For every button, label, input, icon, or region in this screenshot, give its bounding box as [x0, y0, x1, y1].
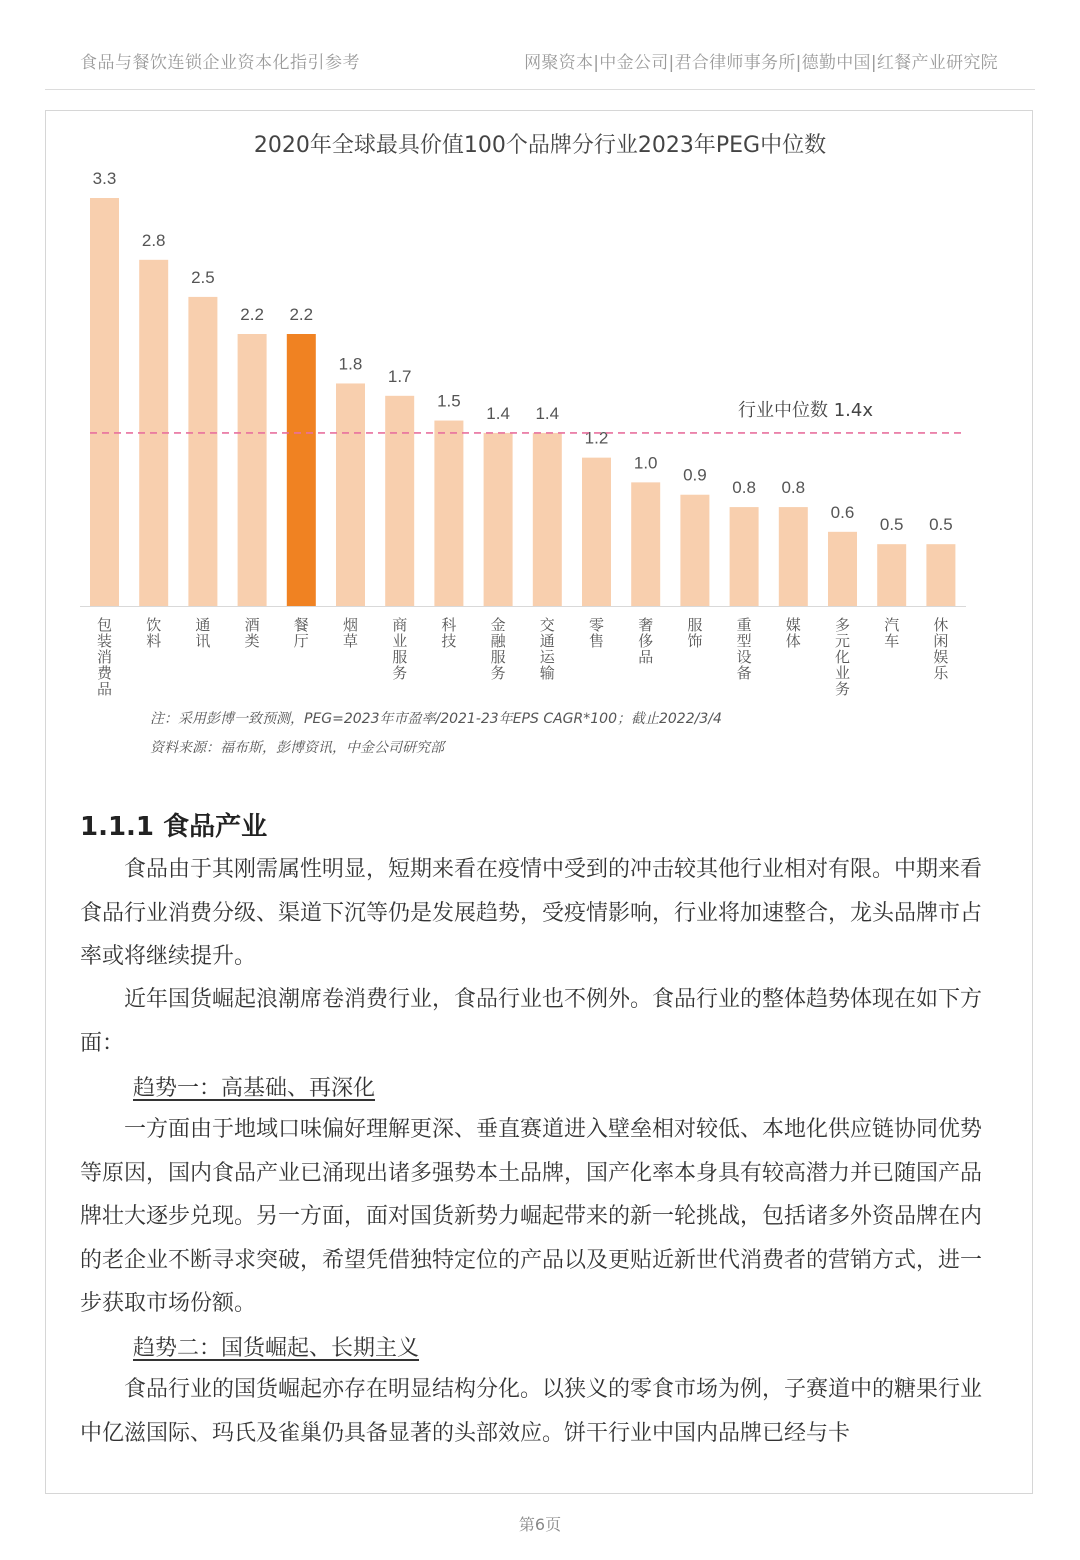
median-label-text: 行业中位数: [738, 399, 834, 421]
category-label-char: 讯: [195, 632, 211, 650]
category-label-char: 料: [146, 632, 162, 650]
bar-酒类: [238, 334, 267, 606]
category-label-char: 娱: [933, 648, 949, 666]
category-label: [589, 616, 604, 650]
bar-通讯: [188, 297, 217, 606]
category-label-char: 乐: [933, 664, 949, 682]
paragraph-3: 一方面由于地域口味偏好理解更深、垂直赛道进入壁垒相对较低、本地化供应链协同优势等原因，国内食品产业已涌现出诸多强势本土品牌，国产化率本身具有较高潜力并已随国产品牌壮大逐步兑现。另一方面，面对国货新势力崛起带来的新一轮挑战，包括诸多外资品牌在内的老企业不断寻求突破，希望凭借独特定位的产品以及更贴近新世代消费者的营销方式，进一步获取市场份额。: [80, 1117, 983, 1316]
category-label-char: 服: [687, 616, 703, 634]
chart-note: 注：采用彭博一致预测，PEG=2023年市盈率/2021-23年EPS CAGR*100；截止2022/3/4: [150, 711, 722, 727]
category-label-char: 业: [392, 632, 408, 650]
category-label: [884, 616, 899, 650]
category-label-char: 运: [539, 648, 555, 666]
category-label-char: 零: [588, 616, 605, 634]
category-label: [97, 616, 113, 698]
value-label: 0.5: [879, 515, 904, 535]
category-label: [343, 616, 358, 650]
category-label-char: 设: [736, 648, 752, 666]
value-label: 2.8: [141, 230, 166, 250]
category-label-char: 休: [933, 616, 949, 634]
category-label-char: 融: [490, 632, 506, 650]
category-label: [687, 616, 702, 650]
category-label: [245, 616, 260, 650]
category-label-char: 务: [392, 664, 408, 682]
bar-服饰: [680, 495, 709, 606]
category-label-char: 品: [638, 648, 654, 666]
bar-烟草: [336, 383, 365, 606]
category-label: [786, 616, 801, 650]
value-label: 0.8: [732, 478, 756, 498]
bar-包装消费品: [90, 198, 119, 606]
category-label-char: 体: [785, 632, 801, 650]
category-label: [441, 616, 456, 650]
category-label: [835, 616, 850, 698]
category-label-char: 品: [96, 680, 113, 698]
value-label: 0.6: [830, 502, 855, 522]
category-label-char: 通: [539, 632, 555, 650]
value-label: 2.5: [191, 267, 215, 287]
bar-多元化业务: [828, 532, 857, 606]
bar-汽车: [877, 544, 906, 606]
category-label-char: 烟: [342, 616, 359, 634]
category-label-char: 备: [736, 664, 752, 682]
value-label: 1.7: [387, 366, 412, 386]
bar-媒体: [779, 507, 808, 606]
bar-奢侈品: [631, 482, 660, 606]
category-label-char: 务: [490, 664, 506, 682]
category-label-char: 汽: [884, 616, 900, 634]
category-label-char: 交: [539, 616, 555, 634]
page-number: 第6页: [518, 1515, 562, 1534]
bar-交通运输: [533, 433, 562, 606]
chart-title: 2020年全球最具价值100个品牌分行业2023年PEG中位数: [253, 133, 827, 158]
value-label: 1.8: [338, 354, 363, 374]
category-label-char: 餐: [293, 616, 309, 634]
median-reference-label: [738, 400, 873, 421]
trend-2-heading: 趋势二：国货崛起、长期主义: [133, 1336, 420, 1361]
bar-零售: [582, 458, 611, 606]
value-label: 1.2: [584, 428, 609, 448]
category-label-char: 售: [588, 632, 605, 650]
category-label: [638, 616, 653, 666]
bar-金融服务: [484, 433, 513, 606]
value-label: 1.0: [633, 453, 658, 473]
value-label: 2.2: [240, 305, 264, 324]
value-label: 1.4: [486, 403, 510, 423]
category-label-char: 闲: [933, 632, 949, 650]
category-label-char: 科: [441, 616, 457, 634]
category-label-char: 类: [244, 632, 260, 650]
value-label: 2.2: [289, 305, 314, 324]
paragraph-4: 食品行业的国货崛起亦存在明显结构分化。以狭义的零食市场为例，子赛道中的糖果行业中亿滋国际、玛氏及雀巢仍具备显著的头部效应。饼干行业中国内品牌已经与卡: [80, 1377, 983, 1446]
category-label-char: 车: [884, 632, 900, 650]
chart-source: 资料来源：福布斯，彭博资讯，中金公司研究部: [150, 740, 444, 756]
bar-餐厅: [287, 334, 316, 606]
category-label: [392, 616, 407, 682]
category-label-char: 服: [392, 648, 408, 666]
category-label-char: 包: [96, 616, 113, 634]
category-label-char: 型: [736, 632, 752, 650]
category-label: [146, 616, 161, 650]
category-label-char: 媒: [785, 616, 801, 634]
category-label-char: 装: [96, 632, 113, 650]
category-label-char: 费: [96, 664, 113, 682]
median-label-value: 1.4x: [833, 399, 874, 421]
bar-重型设备: [730, 507, 759, 606]
paragraph-2: 近年国货崛起浪潮席卷消费行业，食品行业也不例外。食品行业的整体趋势体现在如下方面：: [80, 987, 983, 1056]
category-label-char: 元: [834, 632, 851, 650]
category-label: [933, 616, 949, 682]
category-label-char: 业: [834, 664, 851, 682]
header-doc-title: 食品与餐饮连锁企业资本化指引参考: [80, 53, 360, 73]
category-label-char: 化: [834, 648, 851, 666]
header-authors: 网聚资本|中金公司|君合律师事务所|德勤中国|红餐产业研究院: [524, 53, 998, 73]
value-label: 1.4: [535, 403, 560, 423]
value-label: 1.5: [437, 391, 461, 411]
category-label-char: 多: [834, 616, 851, 634]
category-label-char: 饮: [146, 616, 162, 634]
category-label: [737, 616, 752, 682]
value-label: 0.8: [781, 478, 806, 498]
bar-商业服务: [385, 396, 414, 606]
category-label-char: 输: [539, 664, 555, 682]
category-label: [195, 616, 210, 650]
category-label-char: 技: [441, 632, 457, 650]
category-label-char: 重: [736, 616, 752, 634]
category-label-char: 草: [342, 632, 359, 650]
value-label: 3.3: [92, 169, 117, 188]
category-label-char: 酒: [244, 616, 260, 634]
category-label-char: 服: [490, 648, 506, 666]
category-label: [540, 616, 556, 682]
trend-1-heading: 趋势一：高基础、再深化: [133, 1076, 376, 1101]
category-label-char: 金: [490, 616, 506, 634]
category-label: [294, 616, 309, 650]
category-label-char: 厅: [293, 632, 309, 650]
category-label-char: 商: [392, 616, 408, 634]
category-label-char: 侈: [638, 632, 654, 650]
peg-bar-chart: [0, 0, 1080, 720]
bar-休闲娱乐: [926, 544, 955, 606]
paragraph-1: 食品由于其刚需属性明显，短期来看在疫情中受到的冲击较其他行业相对有限。中期来看食品行业消费分级、渠道下沉等仍是发展趋势，受疫情影响，行业将加速整合，龙头品牌市占率或将继续提升。: [80, 857, 983, 969]
category-label-char: 通: [195, 616, 211, 634]
category-label-char: 饰: [687, 632, 703, 650]
category-label-char: 务: [834, 680, 851, 698]
bar-科技: [434, 421, 463, 606]
section-heading: 1.1.1 食品产业: [80, 812, 268, 842]
value-label: 0.5: [929, 515, 953, 535]
value-label: 0.9: [683, 465, 707, 485]
category-label: [491, 616, 507, 682]
category-label-char: 奢: [638, 616, 654, 634]
category-label-char: 消: [96, 648, 113, 666]
